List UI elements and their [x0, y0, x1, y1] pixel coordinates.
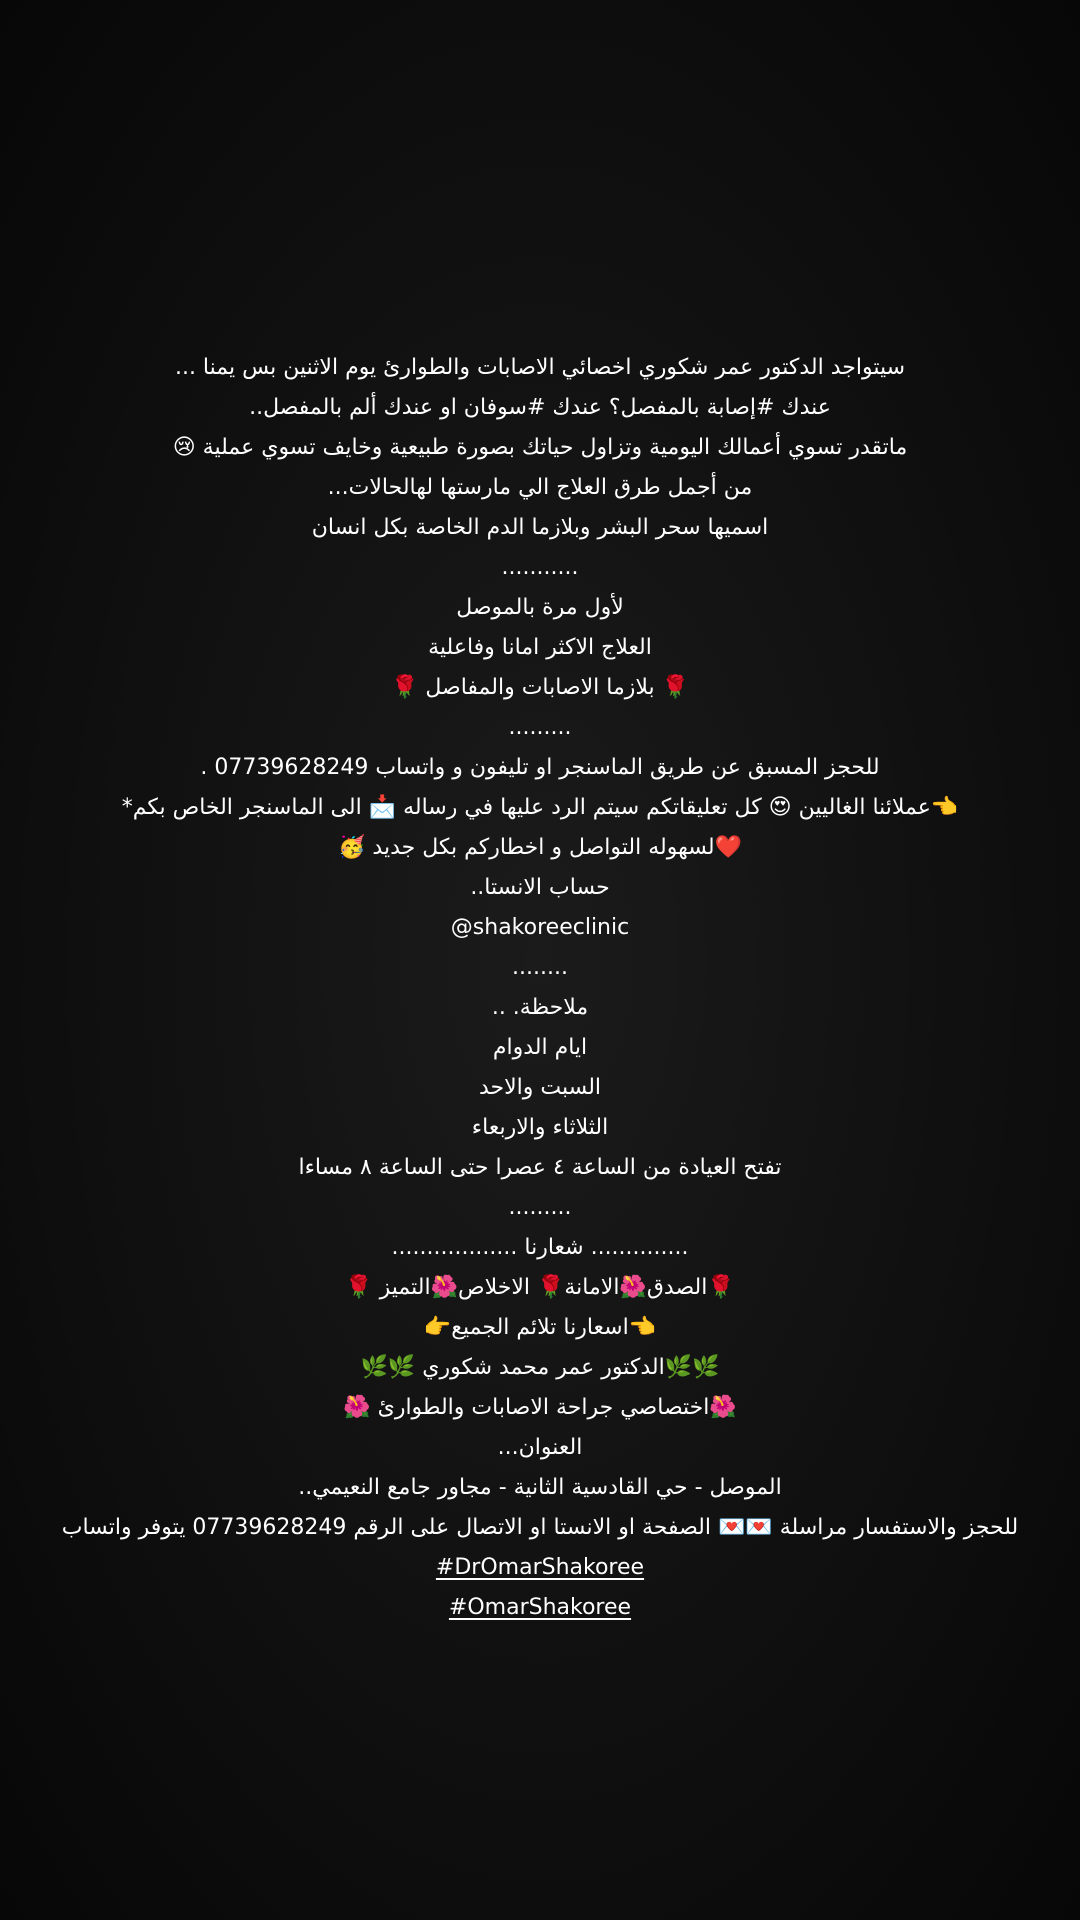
caption-line: ملاحظة. ..	[491, 995, 589, 1020]
caption-line: ايام الدوام	[492, 1035, 588, 1060]
caption-line: اسميها سحر البشر وبلازما الدم الخاصة بكل انسان	[311, 515, 769, 540]
caption-line: السبت والاحد	[478, 1075, 602, 1100]
caption-separator: ........	[512, 955, 568, 980]
hashtag-line[interactable]	[40, 1548, 1040, 1588]
caption-separator: .........	[508, 1195, 572, 1220]
caption-line: .............. شعارنا ..................	[391, 1235, 689, 1260]
caption-line: حساب الانستا..	[470, 875, 610, 900]
hashtag-link[interactable]: #DrOmarShakoree	[435, 1555, 645, 1580]
caption-line: تفتح العيادة من الساعة ٤ عصرا حتى الساعة ٨ مساءا	[298, 1155, 782, 1180]
caption-line: 👈عملائنا الغاليين 😍 كل تعليقاتكم سيتم الرد عليها في رساله 📩 الى الماسنجر الخاص بكم*	[121, 795, 959, 820]
story-caption	[40, 348, 1040, 1628]
caption-line: لأول مرة بالموصل	[456, 595, 624, 620]
caption-line: 🌺اختصاصي جراحة الاصابات والطوارئ 🌺	[343, 1395, 737, 1420]
caption-line: الموصل - حي القادسية الثانية - مجاور جامع النعيمي..	[298, 1475, 782, 1500]
caption-line: للحجز والاستفسار مراسلة 💌💌 الصفحة او الانستا او الاتصال على الرقم 07739628249 يتوفر واتساب	[61, 1515, 1019, 1540]
caption-line: من أجمل طرق العلاج الي مارستها لهالحالات...	[327, 475, 753, 500]
caption-line: العنوان...	[497, 1435, 583, 1460]
caption-line: الثلاثاء والاربعاء	[471, 1115, 609, 1140]
hashtag-link[interactable]: #OmarShakoree	[448, 1595, 632, 1620]
caption-line: سيتواجد الدكتور عمر شكوري اخصائي الاصابات والطوارئ يوم الاثنين بس يمنا ...	[174, 355, 906, 380]
caption-line: 🌿🌿الدكتور عمر محمد شكوري 🌿🌿	[360, 1355, 720, 1380]
caption-line: 🌹 بلازما الاصابات والمفاصل 🌹	[390, 675, 690, 700]
caption-line: للحجز المسبق عن طريق الماسنجر او تليفون و واتساب 07739628249 .	[200, 755, 880, 780]
caption-line: 🌹الصدق🌺الامانة🌹 الاخلاص🌺التميز 🌹	[345, 1275, 735, 1300]
caption-line: عندك #إصابة بالمفصل؟ عندك #سوفان او عندك ألم بالمفصل..	[249, 395, 831, 420]
caption-separator: .........	[508, 715, 572, 740]
caption-line: 👈اسعارنا تلائم الجميع👉	[423, 1315, 657, 1340]
caption-line: العلاج الاكثر امانا وفاعلية	[428, 635, 652, 660]
caption-separator: ...........	[501, 555, 579, 580]
instagram-handle: @shakoreeclinic	[450, 915, 630, 940]
hashtag-line[interactable]	[40, 1588, 1040, 1628]
caption-line: ماتقدر تسوي أعمالك اليومية وتزاول حياتك بصورة طبيعية وخايف تسوي عملية 😢	[172, 435, 908, 460]
caption-line: ❤️لسهوله التواصل و اخطاركم بكل جديد 🥳	[338, 835, 742, 860]
